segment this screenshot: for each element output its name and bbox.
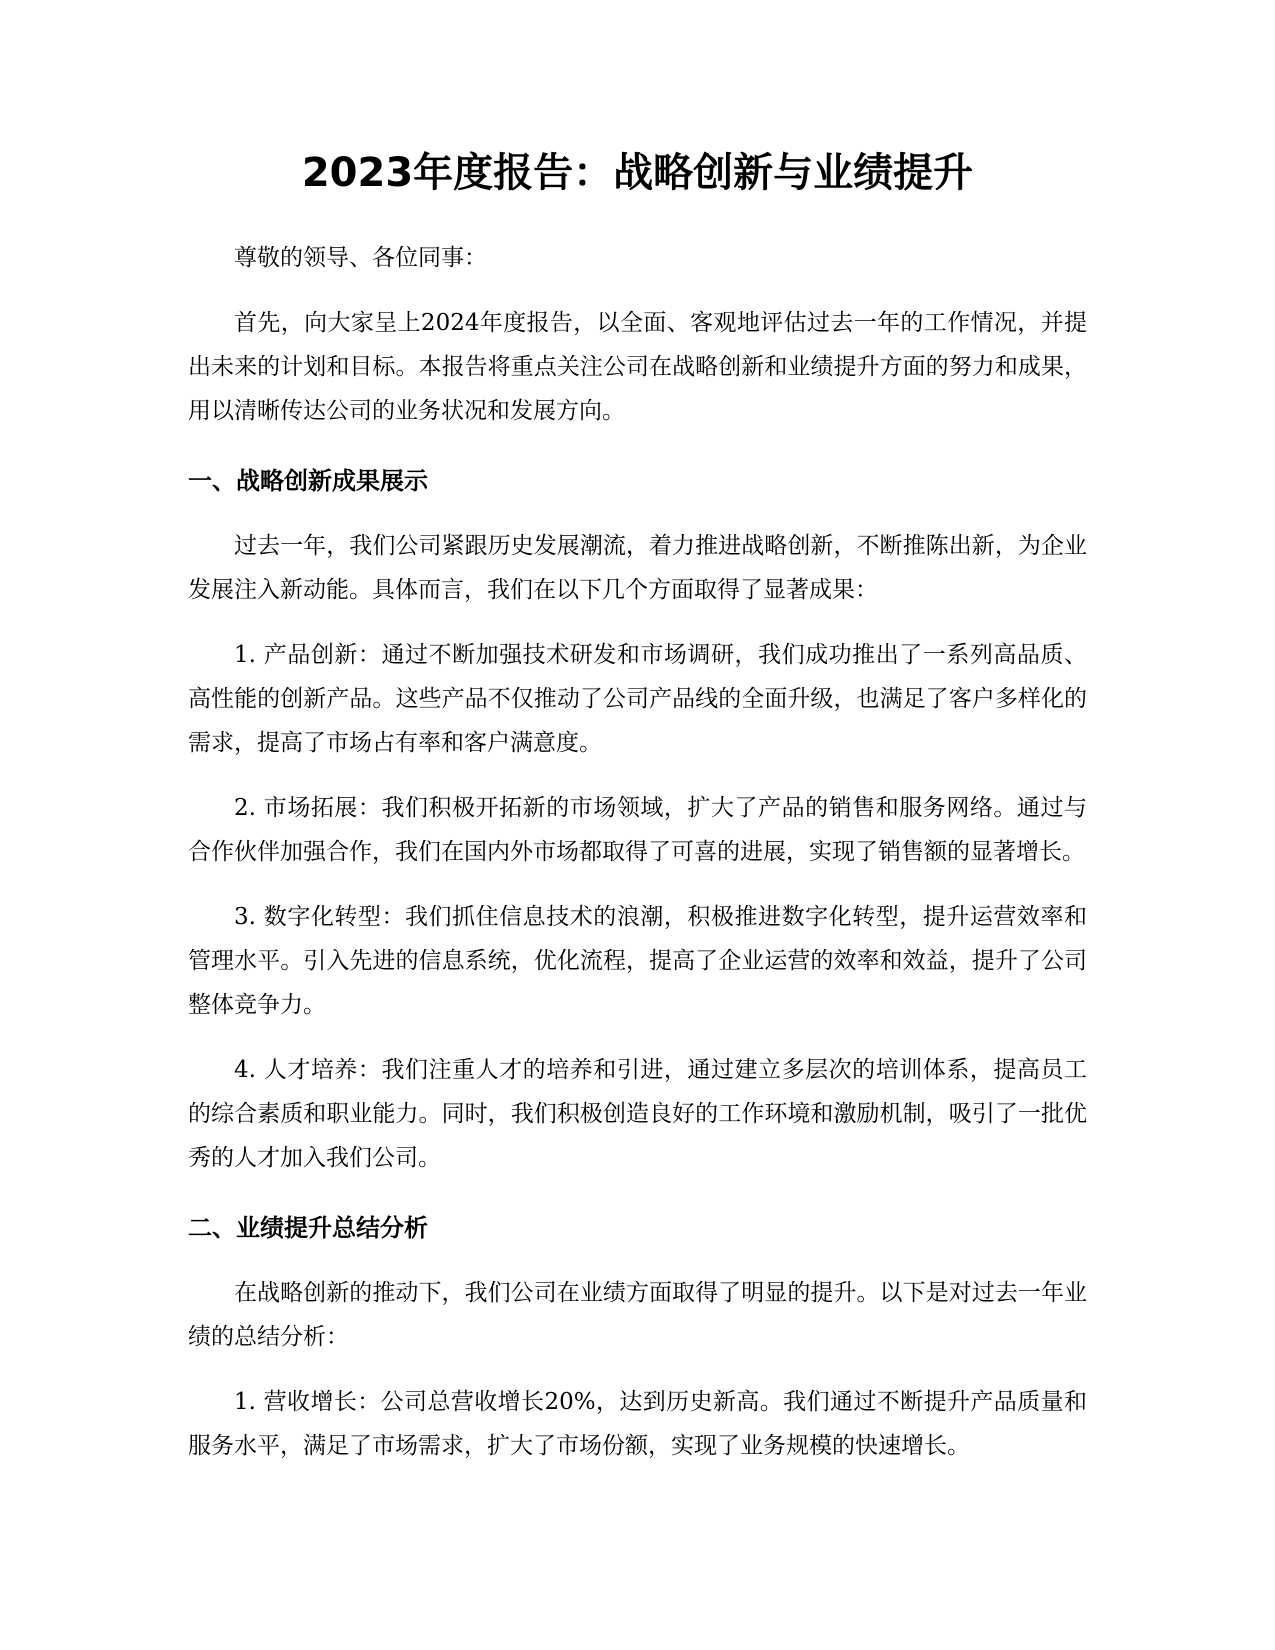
list-item-digital-transformation: 3. 数字化转型：我们抓住信息技术的浪潮，积极推进数字化转型，提升运营效率和管理水平。引入先进的信息系统，优化流程，提高了企业运营的效率和效益，提升了公司整体竞争力。 [188, 904, 1087, 1018]
section-heading-performance: 二、业绩提升总结分析 [188, 1214, 428, 1242]
list-item-revenue-growth: 1. 营收增长：公司总营收增长20%，达到历史新高。我们通过不断提升产品质量和服务水平，满足了市场需求，扩大了市场份额，实现了业务规模的快速增长。 [188, 1389, 1087, 1459]
intro-paragraph: 首先，向大家呈上2024年度报告，以全面、客观地评估过去一年的工作情况，并提出未来的计划和目标。本报告将重点关注公司在战略创新和业绩提升方面的努力和成果，用以清晰传达公司的业务状况和发展方向。 [188, 310, 1087, 424]
paragraph: 过去一年，我们公司紧跟历史发展潮流，着力推进战略创新，不断推陈出新，为企业发展注入新动能。具体而言，我们在以下几个方面取得了显著成果： [188, 533, 1087, 603]
section-heading-strategy: 一、战略创新成果展示 [188, 467, 428, 495]
salutation: 尊敬的领导、各位同事： [234, 245, 487, 271]
list-item-market-expansion: 2. 市场拓展：我们积极开拓新的市场领域，扩大了产品的销售和服务网络。通过与合作伙伴加强合作，我们在国内外市场都取得了可喜的进展，实现了销售额的显著增长。 [188, 795, 1087, 865]
paragraph: 在战略创新的推动下，我们公司在业绩方面取得了明显的提升。以下是对过去一年业绩的总结分析： [188, 1280, 1087, 1350]
document-title: 2023年度报告：战略创新与业绩提升 [301, 150, 974, 196]
list-item-product-innovation: 1. 产品创新：通过不断加强技术研发和市场调研，我们成功推出了一系列高品质、高性能的创新产品。这些产品不仅推动了公司产品线的全面升级，也满足了客户多样化的需求，提高了市场占有率和客户满意度。 [188, 642, 1087, 756]
list-item-talent-development: 4. 人才培养：我们注重人才的培养和引进，通过建立多层次的培训体系，提高员工的综合素质和职业能力。同时，我们积极创造良好的工作环境和激励机制，吸引了一批优秀的人才加入我们公司。 [188, 1057, 1087, 1171]
